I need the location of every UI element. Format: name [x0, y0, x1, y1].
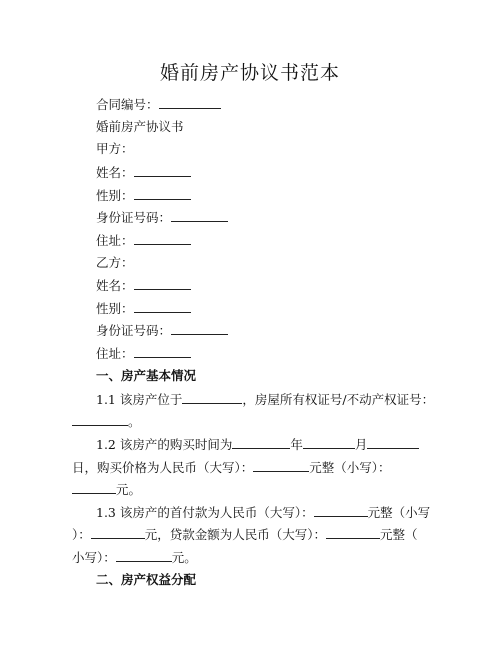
- clause-1-3-text-f: 小写）：: [72, 550, 116, 565]
- down-payment-uppercase-blank[interactable]: [314, 504, 368, 517]
- party-a-gender-label: 性别：: [96, 188, 134, 203]
- purchase-month-blank[interactable]: [303, 436, 355, 449]
- contract-number-label: 合同编号：: [96, 97, 159, 112]
- clause-1-1-text-b: ，房屋所有权证号/不动产权证号：: [242, 392, 435, 407]
- clause-1-2-line-3: [72, 481, 141, 498]
- party-b-id-blank[interactable]: [171, 322, 228, 335]
- party-a-gender-line: [96, 187, 191, 204]
- clause-1-2-month: 月: [354, 437, 368, 452]
- property-location-blank[interactable]: [182, 391, 242, 404]
- purchase-year-blank[interactable]: [232, 436, 290, 449]
- party-b-id-label: 身份证号码：: [96, 323, 172, 338]
- clause-1-2-year: 年: [290, 437, 303, 452]
- clause-1-3-text-d: 元，贷款金额为人民币（大写）：: [144, 527, 327, 542]
- party-b-gender-blank[interactable]: [134, 300, 191, 313]
- price-uppercase-blank[interactable]: [253, 459, 309, 472]
- clause-1-3-line-2: [72, 526, 418, 543]
- clause-1-3-text-b: 元整（小写: [367, 505, 431, 520]
- price-lowercase-blank[interactable]: [72, 481, 116, 494]
- clause-1-3-text-g: 元。: [171, 550, 197, 565]
- clause-1-2-line-2: [72, 459, 391, 476]
- agreement-label: 婚前房产协议书: [96, 119, 184, 134]
- contract-number-blank[interactable]: [159, 96, 221, 109]
- section-1-heading: 一、房产基本情况: [96, 368, 197, 383]
- clause-1-1-line-1: [96, 391, 434, 408]
- party-b-id-line: [96, 322, 228, 339]
- party-b-gender-label: 性别：: [96, 301, 134, 316]
- party-b-name-label: 姓名：: [96, 278, 134, 293]
- party-a-address-blank[interactable]: [134, 232, 191, 245]
- clause-1-3-text-e: 元整（: [380, 527, 418, 542]
- purchase-day-blank[interactable]: [367, 436, 419, 449]
- clause-1-2-text-c: 元整（小写）：: [309, 460, 391, 475]
- party-b-gender-line: [96, 300, 191, 317]
- down-payment-lowercase-blank[interactable]: [91, 526, 145, 539]
- clause-1-2-line-1: [96, 436, 419, 453]
- party-a-id-line: [96, 209, 228, 226]
- party-a-name-label: 姓名：: [96, 165, 134, 180]
- clause-1-3-text-c: ）：: [72, 527, 91, 542]
- party-a-id-blank[interactable]: [171, 209, 228, 222]
- clause-1-1-text-c: 。: [128, 414, 141, 429]
- contract-number-line: [96, 96, 221, 113]
- clause-1-3-line-3: [72, 549, 197, 566]
- party-b-address-label: 住址：: [96, 346, 134, 361]
- clause-1-3-line-1: [96, 504, 430, 521]
- clause-1-2-text-a: 1.2 该房产的购买时间为: [96, 437, 233, 452]
- party-b-address-line: [96, 345, 191, 362]
- party-a-name-blank[interactable]: [134, 164, 191, 177]
- clause-1-1-text-a: 1.1 该房产位于: [96, 392, 183, 407]
- certificate-number-blank[interactable]: [72, 413, 128, 426]
- clause-1-3-text-a: 1.3 该房产的首付款为人民币（大写）：: [96, 505, 314, 520]
- party-b-heading: 乙方：: [96, 255, 134, 270]
- party-a-name-line: [96, 164, 191, 181]
- party-a-gender-blank[interactable]: [134, 187, 191, 200]
- clause-1-1-line-2: [72, 413, 141, 430]
- party-b-address-blank[interactable]: [134, 345, 191, 358]
- party-a-address-line: [96, 232, 191, 249]
- party-a-heading: 甲方：: [96, 141, 134, 156]
- party-b-name-line: [96, 277, 191, 294]
- clause-1-2-text-b: 日，购买价格为人民币（大写）：: [72, 460, 254, 475]
- loan-uppercase-blank[interactable]: [326, 526, 380, 539]
- party-b-name-blank[interactable]: [134, 277, 191, 290]
- party-a-id-label: 身份证号码：: [96, 210, 172, 225]
- clause-1-2-text-d: 元。: [116, 482, 142, 497]
- loan-lowercase-blank[interactable]: [116, 549, 172, 562]
- section-2-heading: 二、房产权益分配: [96, 572, 197, 587]
- document-title: 婚前房产协议书范本: [159, 62, 340, 84]
- party-a-address-label: 住址：: [96, 233, 134, 248]
